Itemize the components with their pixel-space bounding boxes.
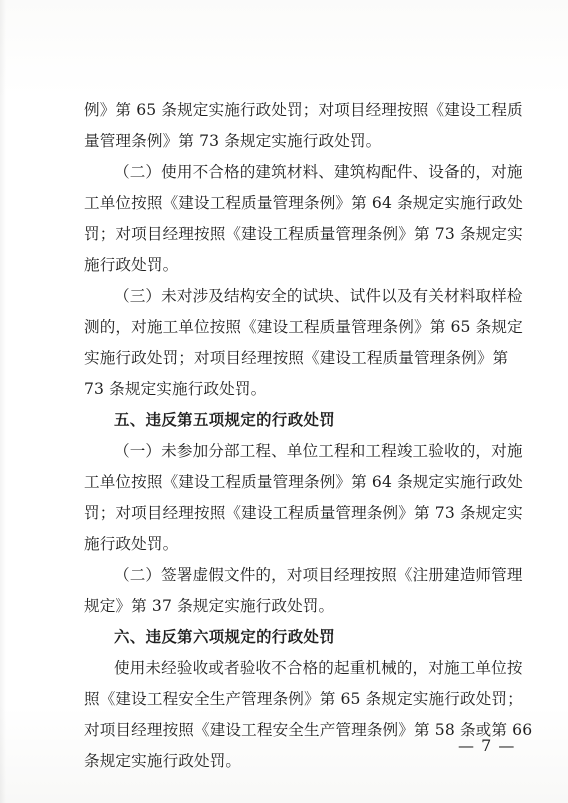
body-line-21: 对项目经理按照《建设工程安全生产管理条例》第 58 条或第 66 <box>84 721 533 739</box>
body-line-8: 测的，对施工单位按照《建设工程质量管理条例》第 65 条规定 <box>84 318 523 336</box>
body-line-19: 使用未经验收或者验收不合格的起重机械的，对施工单位按 <box>114 659 523 677</box>
body-line-13: 工单位按照《建设工程质量管理条例》第 64 条规定实施行政处 <box>84 473 523 491</box>
body-line-14: 罚；对项目经理按照《建设工程质量管理条例》第 73 条规定实 <box>84 504 523 522</box>
body-line-22: 条规定实施行政处罚。 <box>84 752 242 770</box>
body-line-12: （一）未参加分部工程、单位工程和工程竣工验收的，对施 <box>114 442 523 460</box>
body-line-7: （三）未对涉及结构安全的试块、试件以及有关材料取样检 <box>114 287 523 305</box>
body-line-20: 照《建设工程安全生产管理条例》第 65 条规定实施行政处罚； <box>84 690 523 708</box>
section-heading-6: 六、违反第六项规定的行政处罚 <box>114 628 336 646</box>
scan-edge-shadow <box>0 0 6 803</box>
body-line-6: 施行政处罚。 <box>84 256 179 274</box>
body-line-17: 规定》第 37 条规定实施行政处罚。 <box>84 597 335 615</box>
body-line-9: 实施行政处罚；对项目经理按照《建设工程质量管理条例》第 <box>84 349 509 367</box>
body-line-15: 施行政处罚。 <box>84 535 179 553</box>
body-line-16: （二）签署虚假文件的，对项目经理按照《注册建造师管理 <box>114 566 523 584</box>
section-heading-5: 五、违反第五项规定的行政处罚 <box>114 411 336 429</box>
body-line-4: 工单位按照《建设工程质量管理条例》第 64 条规定实施行政处 <box>84 194 523 212</box>
page-number: — 7 — <box>458 736 516 755</box>
body-line-2: 量管理条例》第 73 条规定实施行政处罚。 <box>84 132 382 150</box>
body-line-5: 罚；对项目经理按照《建设工程质量管理条例》第 73 条规定实 <box>84 225 523 243</box>
body-line-10: 73 条规定实施行政处罚。 <box>84 380 267 398</box>
body-line-3: （二）使用不合格的建筑材料、建筑构配件、设备的，对施 <box>114 163 523 181</box>
body-line-1: 例》第 65 条规定实施行政处罚；对项目经理按照《建设工程质 <box>84 101 523 119</box>
